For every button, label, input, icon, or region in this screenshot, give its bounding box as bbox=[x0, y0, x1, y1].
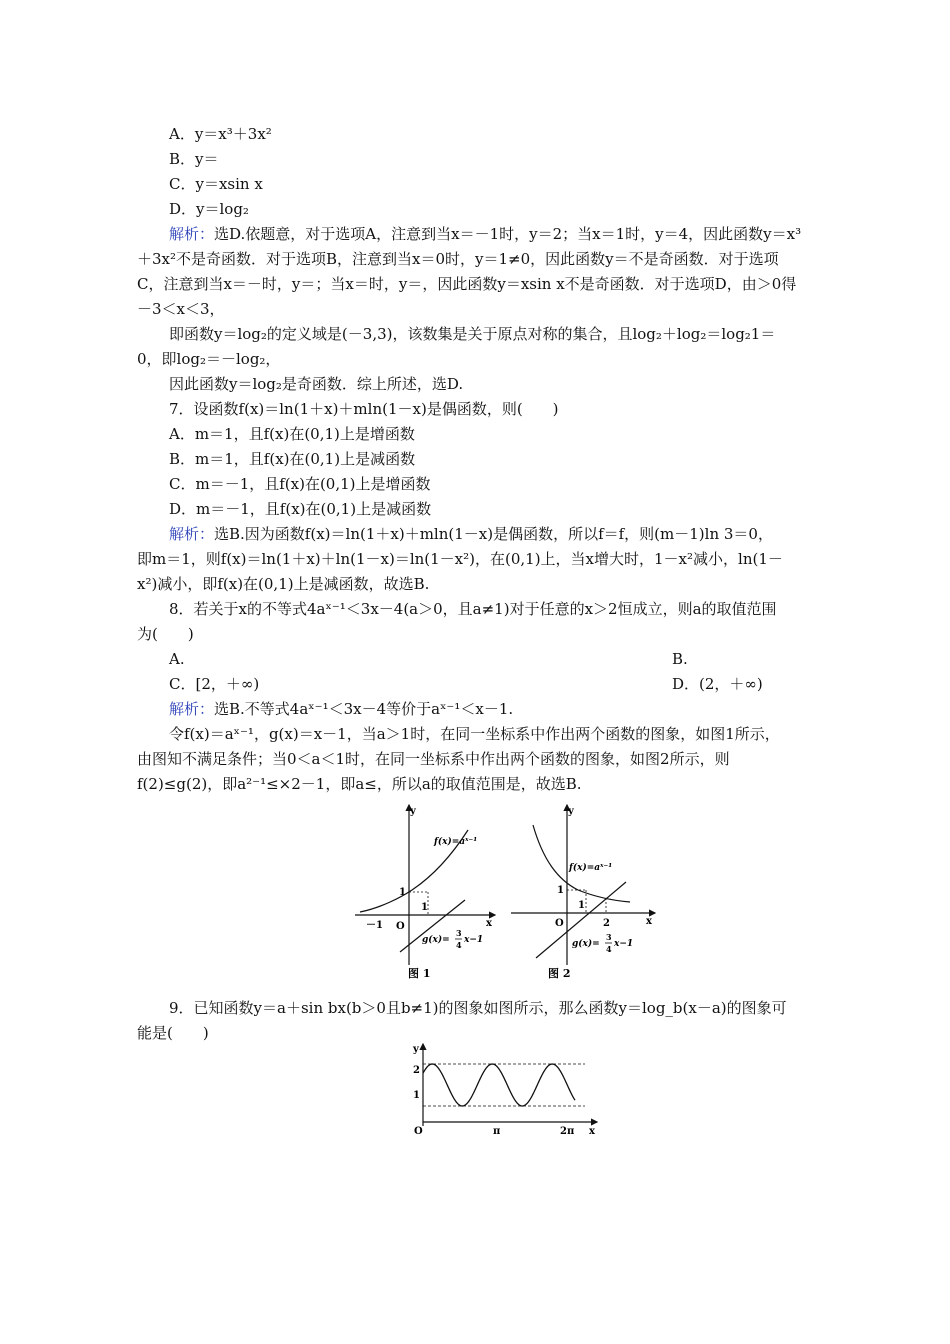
tick-2pi: 2π bbox=[560, 1126, 575, 1137]
tick-2: 2 bbox=[603, 918, 610, 929]
q6-option-c: C．y＝xsin x bbox=[169, 175, 263, 193]
q7-solution-line-1: 解析：选B.因为函数f(x)＝ln(1＋x)＋mln(1－x)是偶函数，所以f＝f，则(m－1)ln 3＝0， bbox=[169, 525, 773, 543]
q8-option-d: D．(2，＋∞) bbox=[672, 675, 763, 693]
y-axis-label: y bbox=[568, 806, 574, 817]
g-label-tail: x−1 bbox=[464, 935, 484, 945]
figure-2 bbox=[508, 800, 658, 980]
g-label: g(x)= bbox=[422, 935, 450, 945]
q8-solution-line-2: 令f(x)＝aˣ⁻¹，g(x)＝x－1，当a＞1时，在同一坐标系中作出两个函数的图象，如图1所示， bbox=[169, 725, 780, 743]
tick-1-y: 1 bbox=[399, 887, 406, 898]
g-frac-den: 4 bbox=[456, 940, 462, 950]
tick-2: 2 bbox=[413, 1065, 420, 1076]
figure-sine bbox=[405, 1040, 605, 1140]
q6-solution-line-2: ＋3x²不是奇函数．对于选项B，注意到当x＝0时，y＝1≠0，因此函数y＝不是奇函数．对于选项 bbox=[137, 250, 779, 268]
q9-stem-line-2: 能是( ) bbox=[137, 1024, 209, 1042]
q8-solution-line-3: 由图知不满足条件；当0＜a＜1时，在同一坐标系中作出两个函数的图象，如图2所示，则 bbox=[137, 750, 730, 768]
g-frac-num: 3 bbox=[606, 932, 612, 942]
q6-solution-line-6: 0，即log₂＝－log₂， bbox=[137, 350, 281, 368]
solution-label: 解析： bbox=[169, 700, 215, 718]
origin-label: O bbox=[396, 921, 405, 932]
q8-solution-line-1: 解析：选B.不等式4aˣ⁻¹＜3x－4等价于aˣ⁻¹＜x－1. bbox=[169, 700, 514, 718]
tick-1-y: 1 bbox=[557, 885, 564, 896]
g-label: g(x)= bbox=[572, 939, 600, 949]
q8-solution-line-4: f(2)≤g(2)，即a²⁻¹≤×2－1，即a≤，所以a的取值范围是，故选B. bbox=[137, 775, 582, 793]
q6-option-d: D．y＝log₂ bbox=[169, 200, 249, 218]
f-label: f(x)=aˣ⁻¹ bbox=[434, 837, 478, 847]
q8-option-a: A. bbox=[169, 650, 185, 668]
g-frac-num: 3 bbox=[456, 928, 462, 938]
q8-option-b: B. bbox=[672, 650, 688, 668]
q6-solution-line-3: C，注意到当x＝－时，y＝；当x＝时，y＝，因此函数y＝xsin x不是奇函数．对于选项D，由＞0得 bbox=[137, 275, 797, 293]
x-axis-label: x bbox=[486, 918, 492, 929]
q6-solution-line-7: 因此函数y＝log₂是奇函数．综上所述，选D. bbox=[169, 375, 464, 393]
sine-curve bbox=[423, 1064, 575, 1106]
q8-stem-line-2: 为( ) bbox=[137, 625, 194, 643]
q6-option-b: B．y＝ bbox=[169, 150, 219, 168]
figure-1 bbox=[350, 800, 500, 980]
q7-stem: 7．设函数f(x)＝ln(1＋x)＋mln(1－x)是偶函数，则( ) bbox=[169, 400, 559, 418]
q6-solution-line-1: 解析：选D.依题意，对于选项A，注意到当x＝－1时，y＝2；当x＝1时，y＝4，因此函数y＝x³ bbox=[169, 225, 802, 243]
origin-label: O bbox=[555, 918, 564, 929]
solution-label: 解析： bbox=[169, 525, 215, 543]
q6-option-a: A．y＝x³＋3x² bbox=[169, 125, 272, 143]
y-axis-label: y bbox=[413, 1044, 419, 1055]
figure-2-caption: 图 2 bbox=[548, 967, 571, 980]
q7-option-a: A．m＝1，且f(x)在(0,1)上是增函数 bbox=[169, 425, 415, 443]
f-label: f(x)=aˣ⁻¹ bbox=[569, 863, 613, 873]
q7-solution-line-2: 即m＝1，则f(x)＝ln(1＋x)＋ln(1－x)＝ln(1－x²)，在(0,1)上，当x增大时，1－x²减小，ln(1－ bbox=[137, 550, 783, 568]
q7-option-b: B．m＝1，且f(x)在(0,1)上是减函数 bbox=[169, 450, 416, 468]
q7-option-c: C．m＝－1，且f(x)在(0,1)上是增函数 bbox=[169, 475, 431, 493]
x-axis-label: x bbox=[589, 1126, 595, 1137]
x-axis-label: x bbox=[646, 916, 652, 927]
q6-solution-line-5: 即函数y＝log₂的定义域是(－3,3)，该数集是关于原点对称的集合，且log₂＋log₂＝log₂1＝ bbox=[169, 325, 776, 343]
figure-1-caption: 图 1 bbox=[408, 967, 431, 980]
q7-solution-line-3: x²)减小，即f(x)在(0,1)上是减函数，故选B. bbox=[137, 575, 430, 593]
g-label-tail: x−1 bbox=[614, 939, 634, 949]
q9-stem-line-1: 9．已知函数y＝a＋sin bx(b＞0且b≠1)的图象如图所示，那么函数y＝log_b(x－a)的图象可 bbox=[169, 999, 787, 1017]
tick-1-x: 1 bbox=[578, 900, 585, 911]
q6-solution-line-4: －3＜x＜3， bbox=[137, 300, 225, 318]
origin-label: O bbox=[414, 1126, 423, 1137]
tick-1: 1 bbox=[413, 1090, 420, 1101]
q8-stem-line-1: 8．若关于x的不等式4aˣ⁻¹＜3x－4(a＞0，且a≠1)对于任意的x＞2恒成立，则a的取值范围 bbox=[169, 600, 777, 618]
q8-option-c: C．[2，＋∞) bbox=[169, 675, 260, 693]
solution-label: 解析： bbox=[169, 225, 215, 243]
tick-neg1: －1 bbox=[366, 920, 383, 931]
tick-1-x: 1 bbox=[421, 902, 428, 913]
y-axis-label: y bbox=[410, 806, 416, 817]
tick-pi: π bbox=[493, 1126, 501, 1137]
g-frac-den: 4 bbox=[606, 944, 612, 954]
q7-option-d: D．m＝－1，且f(x)在(0,1)上是减函数 bbox=[169, 500, 432, 518]
